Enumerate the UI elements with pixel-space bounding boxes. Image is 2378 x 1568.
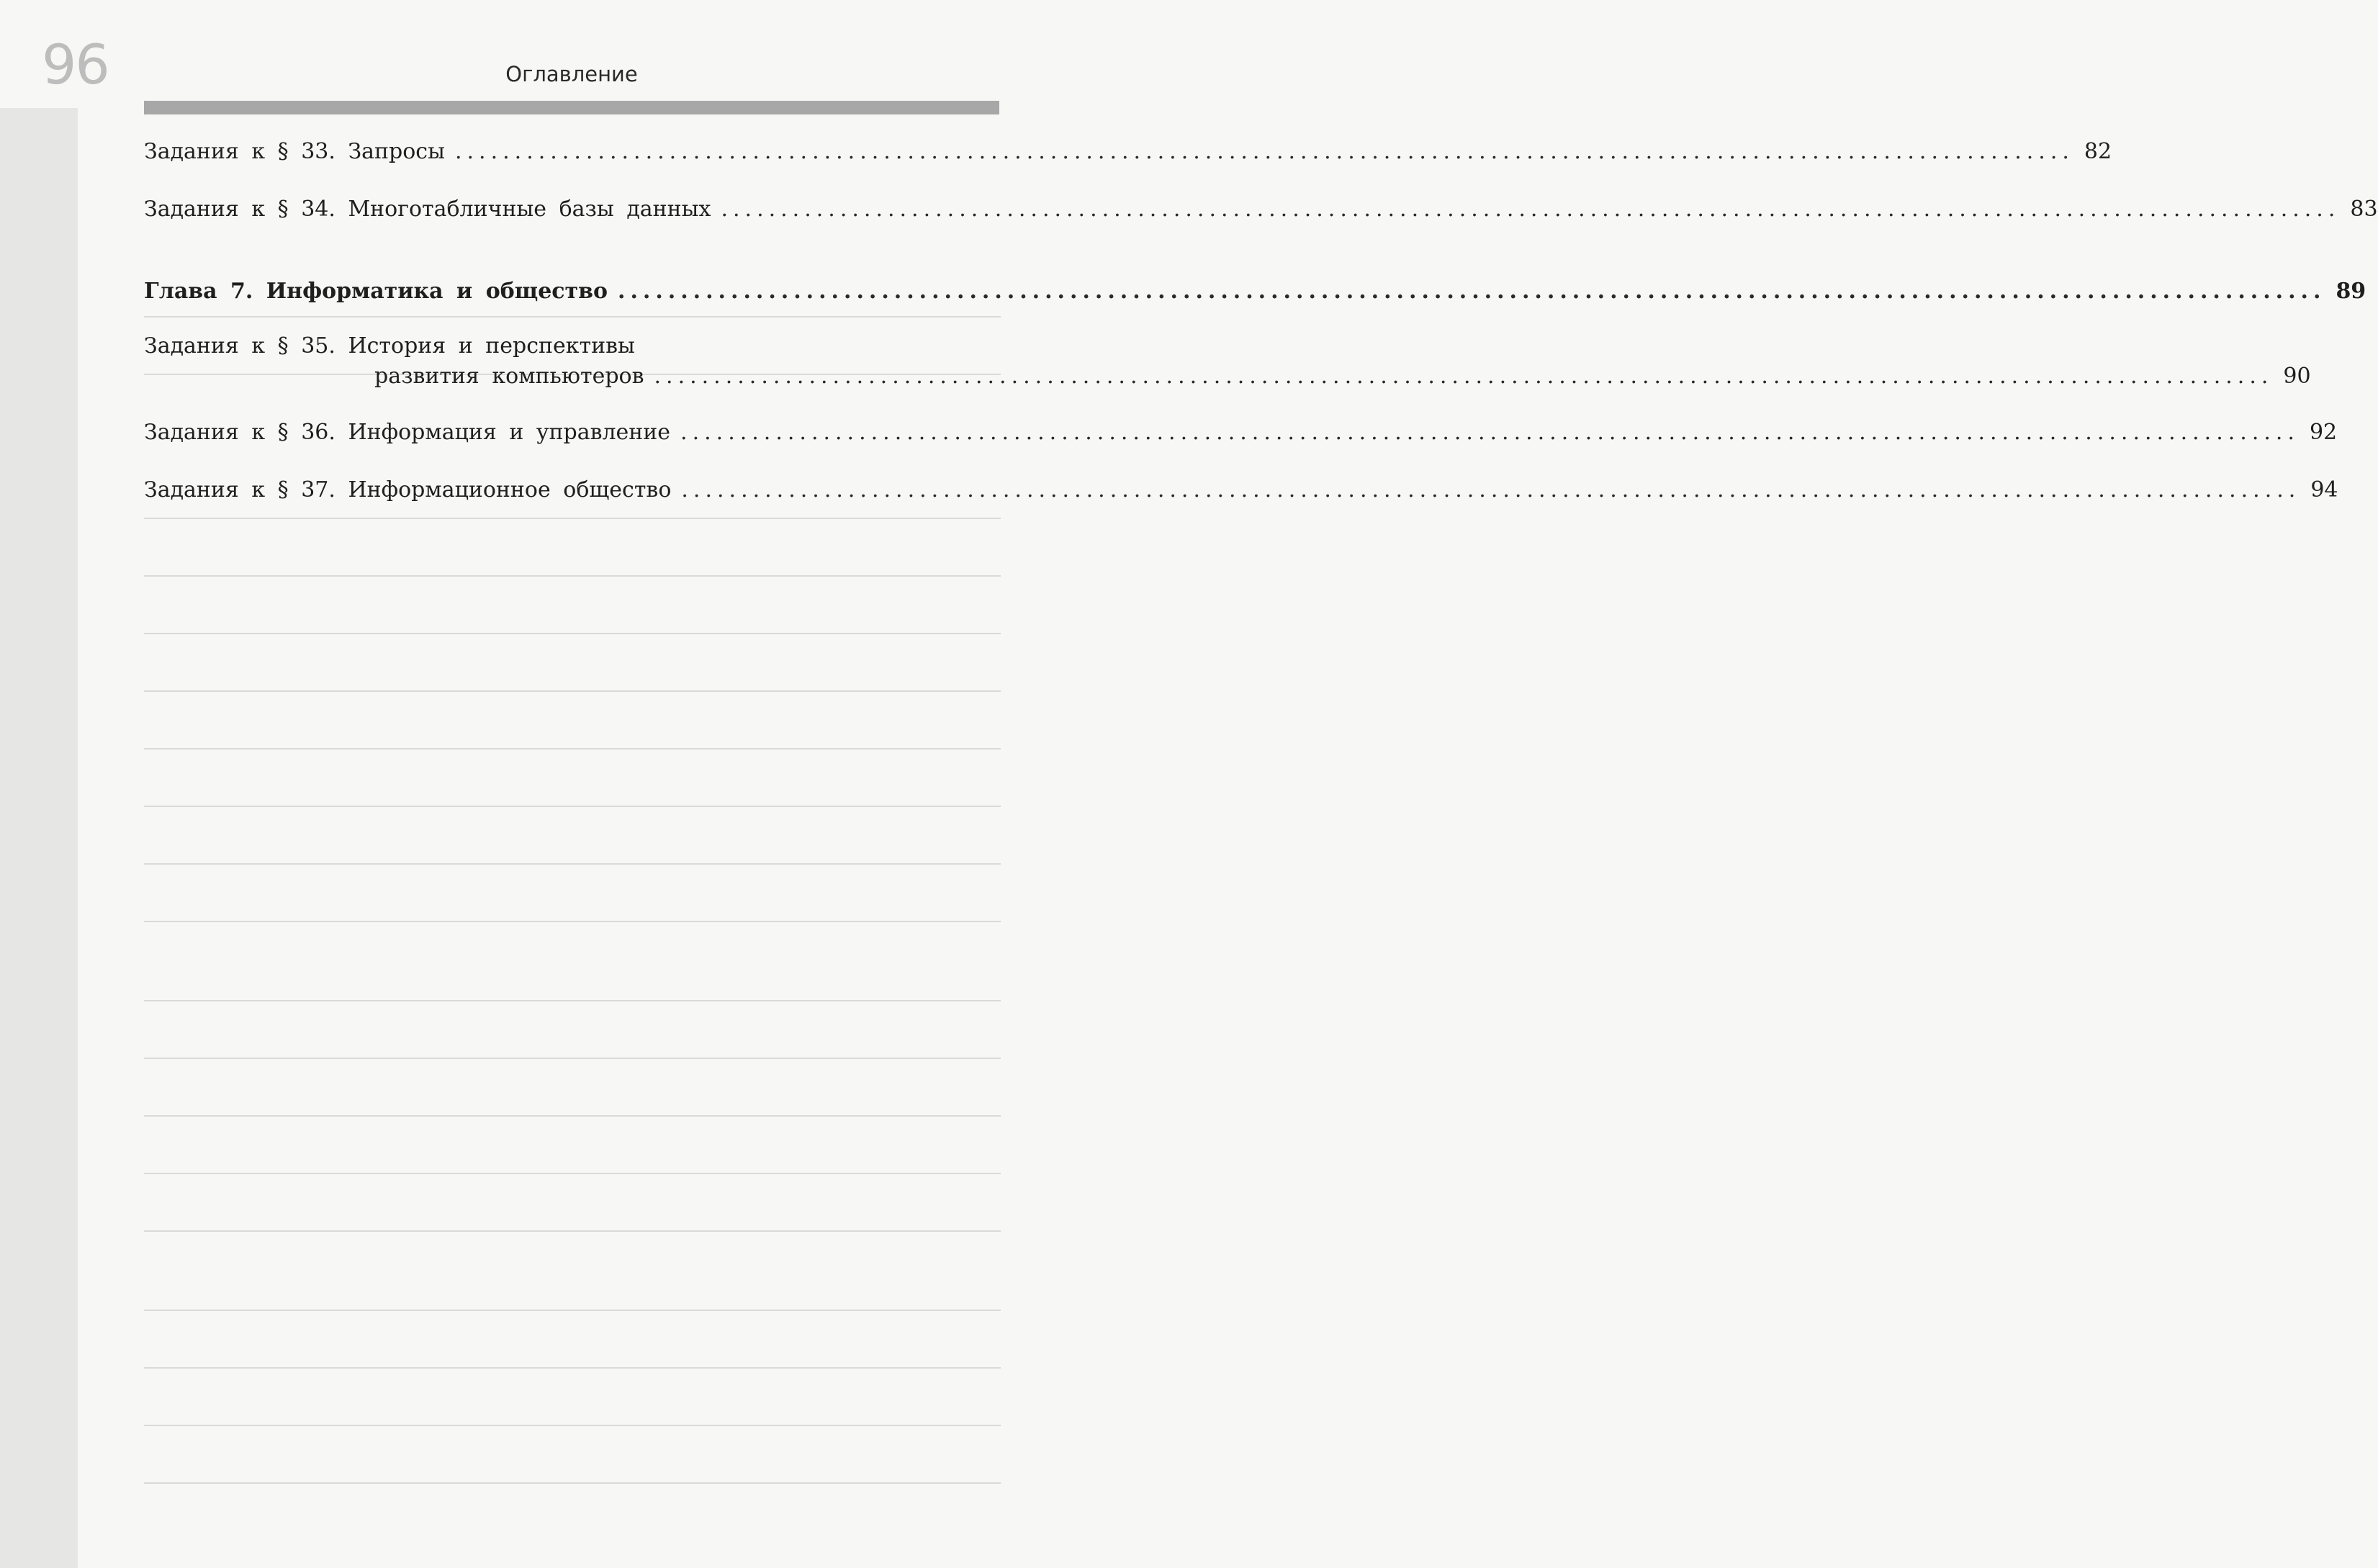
toc-entry-label: Задания к § 37. Информационное общество — [144, 477, 672, 503]
toc-page-number: 94 — [2310, 477, 2338, 503]
toc-entry-label: Задания к § 33. Запросы — [144, 139, 445, 164]
dot-leader: ........................................................................................................................................ — [654, 364, 2274, 389]
header-rule — [144, 101, 999, 114]
toc-entry-35[interactable] — [144, 331, 2311, 392]
toc-page-number: 90 — [2283, 364, 2311, 389]
dot-leader: ........................................................................................................................................ — [721, 197, 2341, 222]
toc-entry-36[interactable] — [144, 418, 2338, 448]
toc-chapter-7[interactable] — [144, 276, 2366, 307]
toc-entry-label: Задания к § 34. Многотабличные базы данных — [144, 197, 711, 222]
toc-entry-33[interactable] — [144, 137, 2112, 167]
toc-entry-label: Задания к § 35. История и перспективы — [144, 333, 635, 359]
dot-leader: ........................................................................................................................................ — [681, 477, 2301, 503]
table-of-contents — [144, 137, 2378, 505]
toc-page-number: 92 — [2309, 420, 2338, 445]
running-header: Оглавление — [505, 62, 638, 86]
page-margin-band — [0, 108, 78, 1568]
toc-entry-34[interactable] — [144, 194, 2378, 225]
dot-leader: ........................................................................................................................................ — [680, 420, 2300, 445]
dot-leader: ........................................................................................................................................ — [618, 279, 2326, 304]
page-number: 96 — [42, 32, 109, 96]
toc-entry-label-continued: развития компьютеров — [374, 364, 644, 389]
toc-entry-37[interactable] — [144, 475, 2338, 505]
dot-leader: ........................................................................................................................................ — [454, 139, 2074, 164]
toc-entry-label: Задания к § 36. Информация и управление — [144, 420, 671, 445]
toc-page-number: 83 — [2350, 197, 2378, 222]
toc-page-number: 89 — [2336, 279, 2366, 304]
toc-chapter-label: Глава 7. Информатика и общество — [144, 279, 608, 304]
toc-page-number: 82 — [2084, 139, 2112, 164]
